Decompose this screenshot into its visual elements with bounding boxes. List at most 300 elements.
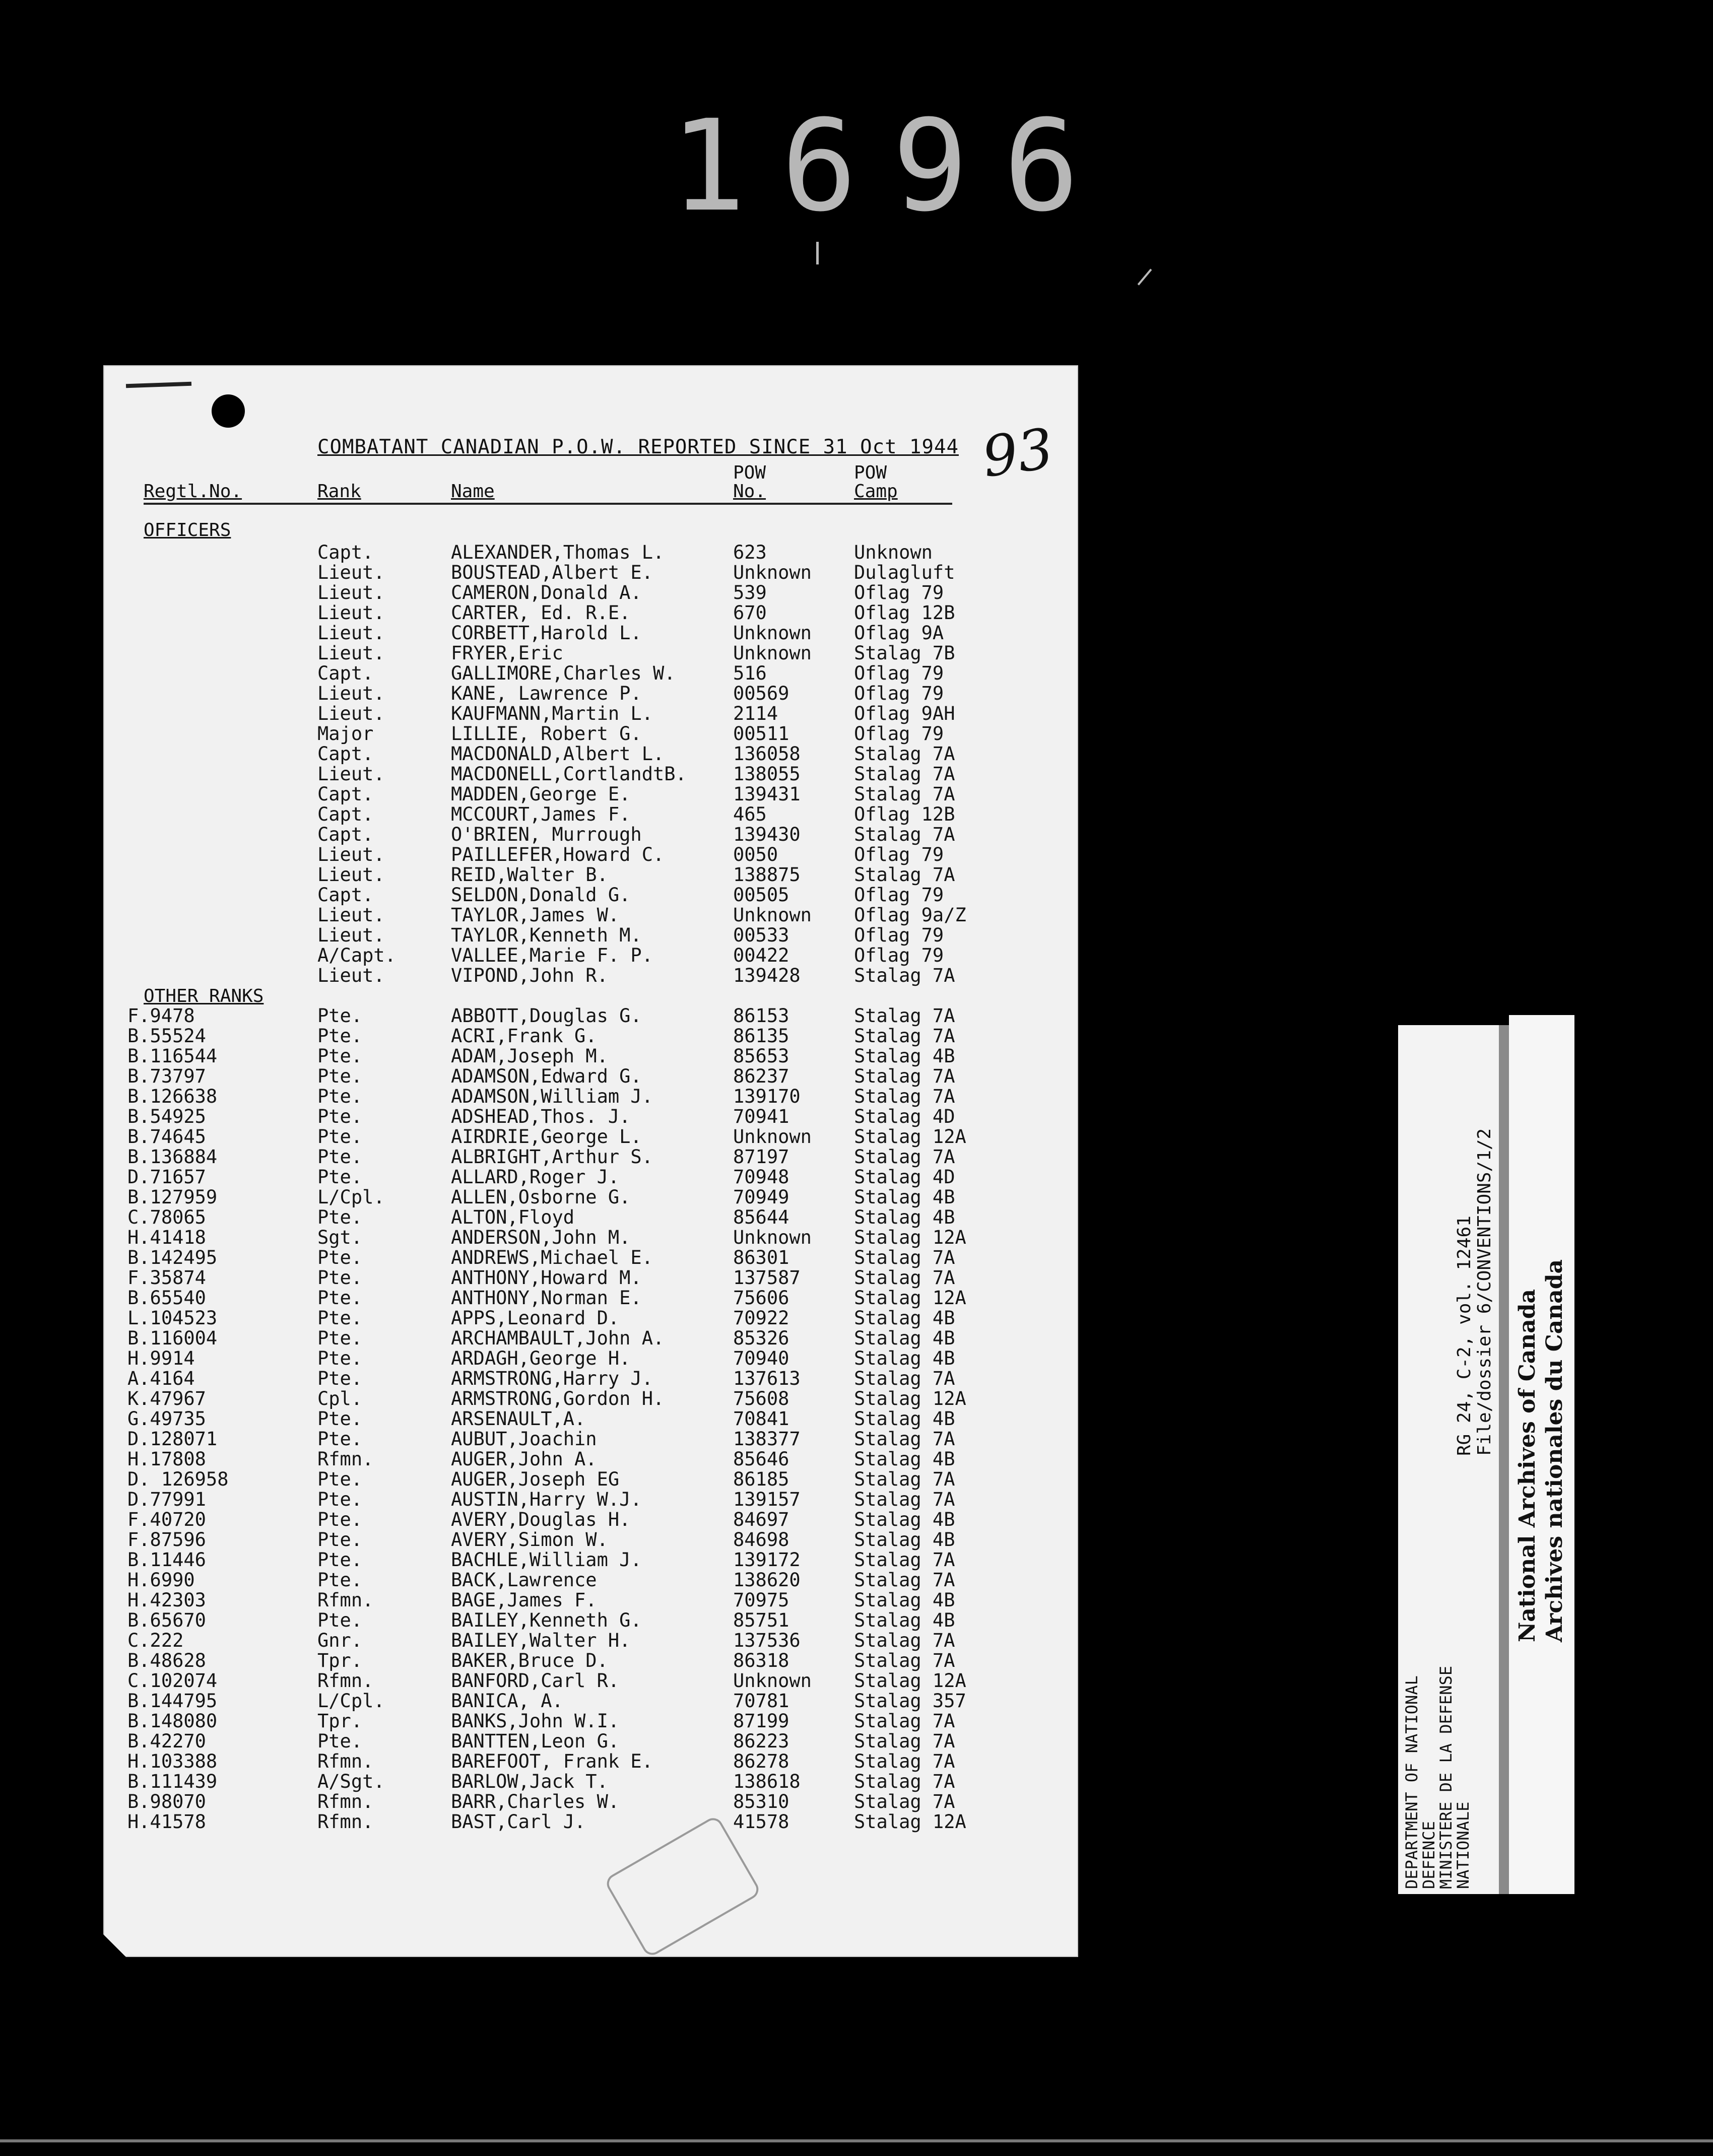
pow-camp: Stalag 7A — [854, 1428, 955, 1450]
pow-number: 137613 — [733, 1368, 801, 1389]
pow-number: 00505 — [733, 884, 789, 906]
pow-camp: Stalag 7A — [854, 1489, 955, 1510]
rank: Pte. — [317, 1509, 363, 1530]
pow-number: 70841 — [733, 1408, 789, 1430]
table-row — [103, 1228, 1078, 1248]
regimental-number: C.102074 — [127, 1670, 218, 1692]
rank: Lieut. — [317, 703, 385, 724]
pow-camp: Oflag 79 — [854, 884, 944, 906]
pow-number: 75608 — [733, 1388, 789, 1409]
pow-camp: Stalag 7A — [854, 1247, 955, 1268]
pow-number: 623 — [733, 542, 767, 563]
regimental-number: B.142495 — [127, 1247, 218, 1268]
rank: Lieut. — [317, 582, 385, 603]
pow-camp: Stalag 7A — [854, 783, 955, 805]
pow-number: 70781 — [733, 1690, 789, 1712]
pow-number: 139430 — [733, 824, 801, 845]
pow-number: 70948 — [733, 1166, 789, 1188]
rank: Lieut. — [317, 562, 385, 583]
table-row — [103, 1772, 1078, 1792]
header-rule — [144, 503, 952, 505]
name: BAILEY,Walter H. — [451, 1630, 631, 1651]
pow-number: 85310 — [733, 1791, 789, 1812]
pow-camp: Stalag 7A — [854, 1065, 955, 1087]
name: BAGE,James F. — [451, 1589, 597, 1611]
rank: Pte. — [317, 1348, 363, 1369]
rank: Tpr. — [317, 1710, 363, 1732]
rank: A/Capt. — [317, 945, 396, 966]
rank: Rfmn. — [317, 1791, 374, 1812]
name: REID,Walter B. — [451, 864, 608, 886]
name: ALBRIGHT,Arthur S. — [451, 1146, 653, 1168]
pow-camp: Stalag 7A — [854, 1468, 955, 1490]
rank: Lieut. — [317, 642, 385, 664]
pow-camp: Stalag 7A — [854, 1630, 955, 1651]
pow-camp: Oflag 9A — [854, 622, 944, 644]
reference-label — [1455, 1128, 1495, 1456]
pow-camp: Stalag 7A — [854, 1750, 955, 1772]
rank: Capt. — [317, 803, 374, 825]
pow-camp: Stalag 4B — [854, 1509, 955, 1530]
name: ADAMSON,William J. — [451, 1086, 653, 1107]
name: GALLIMORE,Charles W. — [451, 662, 676, 684]
pow-number: Unknown — [733, 1670, 812, 1692]
regimental-number: B.11446 — [127, 1549, 206, 1571]
table-row — [103, 1187, 1078, 1207]
name: ADAM,Joseph M. — [451, 1045, 608, 1067]
name: ARCHAMBAULT,John A. — [451, 1327, 665, 1349]
rank: Pte. — [317, 1609, 363, 1631]
regimental-number: B.111439 — [127, 1771, 218, 1792]
pow-number: Unknown — [733, 622, 812, 644]
pow-camp: Stalag 4B — [854, 1045, 955, 1067]
rank: Rfmn. — [317, 1670, 374, 1692]
name: ARDAGH,George H. — [451, 1348, 631, 1369]
rank: Lieut. — [317, 904, 385, 926]
archive-names — [1514, 1259, 1568, 1642]
regimental-number: B.65670 — [127, 1609, 206, 1631]
name: VIPOND,John R. — [451, 965, 608, 986]
pow-camp: Stalag 7A — [854, 1549, 955, 1571]
name: PAILLEFER,Howard C. — [451, 844, 665, 865]
pow-camp: Stalag 12A — [854, 1811, 966, 1833]
rank: Capt. — [317, 884, 374, 906]
name: ADAMSON,Edward G. — [451, 1065, 642, 1087]
pow-number: 86185 — [733, 1468, 789, 1490]
name: KAUFMANN,Martin L. — [451, 703, 653, 724]
table-row — [103, 1610, 1078, 1631]
pow-camp: Stalag 4B — [854, 1408, 955, 1430]
pow-number: 138055 — [733, 763, 801, 785]
regimental-number: H.42303 — [127, 1589, 206, 1611]
regimental-number: L.104523 — [127, 1307, 218, 1329]
pow-number: 00569 — [733, 683, 789, 704]
pow-number: 70940 — [733, 1348, 789, 1369]
name: AIRDRIE,George L. — [451, 1126, 642, 1148]
name: AUGER,Joseph EG — [451, 1468, 620, 1490]
regimental-number: A.4164 — [127, 1368, 195, 1389]
name: ALEXANDER,Thomas L. — [451, 542, 665, 563]
header-pow-no-top: POW — [733, 462, 766, 483]
pow-number: 0050 — [733, 844, 778, 865]
header-pow-camp-top: POW — [854, 462, 887, 483]
pow-number: 70975 — [733, 1589, 789, 1611]
table-row — [103, 845, 1078, 865]
rank: Pte. — [317, 1146, 363, 1168]
table-row — [103, 1349, 1078, 1369]
rank: Major — [317, 723, 374, 745]
pow-camp: Stalag 7A — [854, 1569, 955, 1591]
pow-camp: Stalag 4B — [854, 1529, 955, 1551]
pow-number: 137536 — [733, 1630, 801, 1651]
pow-number: 670 — [733, 602, 767, 624]
pow-camp: Stalag 7A — [854, 1650, 955, 1671]
pow-number: 86278 — [733, 1750, 789, 1772]
rank: Pte. — [317, 1025, 363, 1047]
regimental-number: B.136884 — [127, 1146, 218, 1168]
name: BAST,Carl J. — [451, 1811, 586, 1833]
rank: Pte. — [317, 1529, 363, 1551]
rank: Pte. — [317, 1408, 363, 1430]
name: BANTTEN,Leon G. — [451, 1730, 620, 1752]
rank: Capt. — [317, 783, 374, 805]
rank: Pte. — [317, 1247, 363, 1268]
pow-number: 139428 — [733, 965, 801, 986]
name: ALLARD,Roger J. — [451, 1166, 620, 1188]
pow-number: 85326 — [733, 1327, 789, 1349]
document-page — [103, 365, 1078, 1957]
pow-camp: Stalag 7B — [854, 642, 955, 664]
pow-camp: Oflag 79 — [854, 662, 944, 684]
name: BACHLE,William J. — [451, 1549, 642, 1571]
pow-camp: Stalag 4B — [854, 1348, 955, 1369]
name: KANE, Lawrence P. — [451, 683, 642, 704]
table-row — [103, 1631, 1078, 1651]
rank: Capt. — [317, 662, 374, 684]
regimental-number: D.128071 — [127, 1428, 218, 1450]
rank: Rfmn. — [317, 1589, 374, 1611]
regimental-number: H.9914 — [127, 1348, 195, 1369]
pow-number: 86237 — [733, 1065, 789, 1087]
table-row — [103, 1127, 1078, 1147]
rank: Pte. — [317, 1468, 363, 1490]
table-row — [103, 1731, 1078, 1751]
table-row — [103, 1691, 1078, 1711]
pow-camp: Stalag 12A — [854, 1287, 966, 1309]
pow-number: 87197 — [733, 1146, 789, 1168]
regimental-number: H.103388 — [127, 1750, 218, 1772]
film-scratch-mark — [816, 242, 819, 264]
film-edge — [0, 2139, 1713, 2142]
pow-camp: Oflag 79 — [854, 683, 944, 704]
name: MCCOURT,James F. — [451, 803, 631, 825]
name: ARSENAULT,A. — [451, 1408, 586, 1430]
pow-number: 86223 — [733, 1730, 789, 1752]
table-row — [103, 1671, 1078, 1691]
regimental-number: D. 126958 — [127, 1468, 229, 1490]
pow-number: 86301 — [733, 1247, 789, 1268]
archive-reference-card — [1398, 1025, 1499, 1894]
pow-camp: Stalag 12A — [854, 1227, 966, 1248]
table-row — [103, 946, 1078, 966]
rank: A/Sgt. — [317, 1771, 385, 1792]
table-row — [103, 1751, 1078, 1772]
table-row — [103, 1449, 1078, 1469]
regimental-number: C.78065 — [127, 1206, 206, 1228]
pow-camp: Stalag 4B — [854, 1327, 955, 1349]
regimental-number: B.48628 — [127, 1650, 206, 1671]
name: ALLEN,Osborne G. — [451, 1186, 631, 1208]
name: ANDERSON,John M. — [451, 1227, 631, 1248]
pow-number: 2114 — [733, 703, 778, 724]
table-row — [103, 1369, 1078, 1389]
pow-camp: Stalag 7A — [854, 1368, 955, 1389]
rank: L/Cpl. — [317, 1690, 385, 1712]
table-row — [103, 1570, 1078, 1590]
archive-name-strip — [1509, 1015, 1574, 1894]
name: BARR,Charles W. — [451, 1791, 620, 1812]
name: AVERY,Simon W. — [451, 1529, 608, 1551]
name: ARMSTRONG,Harry J. — [451, 1368, 653, 1389]
pow-number: 85653 — [733, 1045, 789, 1067]
name: BACK,Lawrence — [451, 1569, 597, 1591]
rank: Lieut. — [317, 844, 385, 865]
name: CARTER, Ed. R.E. — [451, 602, 631, 624]
regimental-number: H.41578 — [127, 1811, 206, 1833]
table-row — [103, 724, 1078, 744]
department-line: MINISTERE DE LA DEFENSE — [1436, 1665, 1456, 1889]
header-rank: Rank — [317, 481, 361, 502]
rank: Capt. — [317, 542, 374, 563]
table-row — [103, 1711, 1078, 1731]
table-row — [103, 1389, 1078, 1409]
pow-camp: Stalag 4B — [854, 1589, 955, 1611]
pow-camp: Stalag 7A — [854, 1086, 955, 1107]
table-row — [103, 1268, 1078, 1288]
regimental-number: H.41418 — [127, 1227, 206, 1248]
regimental-number: F.35874 — [127, 1267, 206, 1289]
regimental-number: B.144795 — [127, 1690, 218, 1712]
name: TAYLOR,James W. — [451, 904, 620, 926]
rank: Rfmn. — [317, 1811, 374, 1833]
pow-number: 539 — [733, 582, 767, 603]
table-row — [103, 663, 1078, 684]
regimental-number: G.49735 — [127, 1408, 206, 1430]
rank: Pte. — [317, 1730, 363, 1752]
pow-number: 84697 — [733, 1509, 789, 1530]
rank: Pte. — [317, 1166, 363, 1188]
table-row — [103, 784, 1078, 804]
pow-camp: Oflag 79 — [854, 844, 944, 865]
pow-camp: Oflag 79 — [854, 945, 944, 966]
name: VALLEE,Marie F. P. — [451, 945, 653, 966]
regimental-number: B.65540 — [127, 1287, 206, 1309]
rank: Pte. — [317, 1065, 363, 1087]
rank: Lieut. — [317, 763, 385, 785]
table-row — [103, 1409, 1078, 1429]
pow-camp: Oflag 12B — [854, 602, 955, 624]
name: BANFORD,Carl R. — [451, 1670, 620, 1692]
header-name: Name — [451, 481, 495, 502]
name: SELDON,Donald G. — [451, 884, 631, 906]
name: CORBETT,Harold L. — [451, 622, 642, 644]
pow-camp: Stalag 12A — [854, 1670, 966, 1692]
table-row — [103, 603, 1078, 623]
rank: Lieut. — [317, 924, 385, 946]
pow-camp: Oflag 9AH — [854, 703, 955, 724]
rank: Cpl. — [317, 1388, 363, 1409]
pow-number: 70941 — [733, 1106, 789, 1127]
rank: Lieut. — [317, 965, 385, 986]
pow-number: 70922 — [733, 1307, 789, 1329]
microfilm-frame-number: 1696 — [670, 93, 1115, 239]
table-row — [103, 925, 1078, 946]
department-label — [1403, 1666, 1472, 1889]
table-row — [103, 1167, 1078, 1187]
archive-card-divider — [1499, 1025, 1509, 1894]
table-row — [103, 704, 1078, 724]
pow-camp: Stalag 357 — [854, 1690, 966, 1712]
table-row — [103, 643, 1078, 663]
regimental-number: H.17808 — [127, 1448, 206, 1470]
name: ANTHONY,Howard M. — [451, 1267, 642, 1289]
staple-mark — [126, 382, 191, 388]
section-other-ranks: OTHER RANKS — [144, 986, 264, 1006]
pow-number: 465 — [733, 803, 767, 825]
pow-camp: Stalag 4B — [854, 1448, 955, 1470]
pow-number: 516 — [733, 662, 767, 684]
department-line: DEFENCE — [1419, 1821, 1438, 1889]
rank: Pte. — [317, 1428, 363, 1450]
handwritten-page-mark: 93 — [978, 416, 1058, 490]
pow-camp: Oflag 9a/Z — [854, 904, 966, 926]
header-pow-camp: Camp — [854, 481, 898, 502]
pow-number: 84698 — [733, 1529, 789, 1551]
pow-camp: Oflag 12B — [854, 803, 955, 825]
rank: Pte. — [317, 1206, 363, 1228]
archive-name-en: National Archives of Canada — [1514, 1289, 1540, 1642]
pow-number: 136058 — [733, 743, 801, 765]
pow-number: 87199 — [733, 1710, 789, 1732]
name: ANTHONY,Norman E. — [451, 1287, 642, 1309]
table-row — [103, 1792, 1078, 1812]
table-row — [103, 804, 1078, 825]
regimental-number: F.9478 — [127, 1005, 195, 1027]
name: ADSHEAD,Thos. J. — [451, 1106, 631, 1127]
table-row — [103, 1046, 1078, 1066]
pow-number: 00533 — [733, 924, 789, 946]
pow-number: 85644 — [733, 1206, 789, 1228]
table-row — [103, 1550, 1078, 1570]
name: BAREFOOT, Frank E. — [451, 1750, 653, 1772]
regimental-number: B.73797 — [127, 1065, 206, 1087]
rank: Pte. — [317, 1549, 363, 1571]
rank: Pte. — [317, 1489, 363, 1510]
name: ABBOTT,Douglas G. — [451, 1005, 642, 1027]
name: AUSTIN,Harry W.J. — [451, 1489, 642, 1510]
table-row — [103, 1087, 1078, 1107]
regimental-number: F.40720 — [127, 1509, 206, 1530]
name: ARMSTRONG,Gordon H. — [451, 1388, 665, 1409]
rank: Pte. — [317, 1005, 363, 1027]
name: BAKER,Bruce D. — [451, 1650, 608, 1671]
table-row — [103, 1006, 1078, 1026]
table-row — [103, 885, 1078, 905]
name: ANDREWS,Michael E. — [451, 1247, 653, 1268]
pow-camp: Stalag 4B — [854, 1206, 955, 1228]
name: BANICA, A. — [451, 1690, 563, 1712]
pow-camp: Stalag 7A — [854, 1710, 955, 1732]
table-row — [103, 1147, 1078, 1167]
rank: Sgt. — [317, 1227, 363, 1248]
table-row — [103, 1248, 1078, 1268]
name: MACDONELL,CortlandtB. — [451, 763, 687, 785]
table-row — [103, 825, 1078, 845]
archive-name-fr: Archives nationales du Canada — [1542, 1259, 1567, 1642]
pow-camp: Stalag 4B — [854, 1307, 955, 1329]
pow-camp: Stalag 7A — [854, 1730, 955, 1752]
name: AVERY,Douglas H. — [451, 1509, 631, 1530]
pow-number: Unknown — [733, 642, 812, 664]
pow-number: 75606 — [733, 1287, 789, 1309]
table-row — [103, 1510, 1078, 1530]
table-row — [103, 865, 1078, 885]
name: BARLOW,Jack T. — [451, 1771, 608, 1792]
rank: Pte. — [317, 1569, 363, 1591]
rank: Tpr. — [317, 1650, 363, 1671]
received-stamp — [603, 1814, 762, 1959]
name: BAILEY,Kenneth G. — [451, 1609, 642, 1631]
table-row — [103, 764, 1078, 784]
name: ACRI,Frank G. — [451, 1025, 597, 1047]
pow-number: 86318 — [733, 1650, 789, 1671]
pow-number: 138618 — [733, 1771, 801, 1792]
regimental-number: F.87596 — [127, 1529, 206, 1551]
pow-number: Unknown — [733, 1126, 812, 1148]
name: FRYER,Eric — [451, 642, 563, 664]
pow-camp: Stalag 7A — [854, 1791, 955, 1812]
name: MADDEN,George E. — [451, 783, 631, 805]
table-row — [103, 1490, 1078, 1510]
table-row — [103, 1812, 1078, 1832]
name: O'BRIEN, Murrough — [451, 824, 642, 845]
pow-number: 139157 — [733, 1489, 801, 1510]
pow-camp: Stalag 7A — [854, 824, 955, 845]
table-row — [103, 744, 1078, 764]
table-row — [103, 1288, 1078, 1308]
rank: Rfmn. — [317, 1448, 374, 1470]
rank: Capt. — [317, 743, 374, 765]
rank: L/Cpl. — [317, 1186, 385, 1208]
regimental-number: B.54925 — [127, 1106, 206, 1127]
department-line: DEPARTMENT OF NATIONAL — [1402, 1675, 1421, 1889]
pow-number: 85646 — [733, 1448, 789, 1470]
table-row — [103, 1066, 1078, 1087]
table-row — [103, 1530, 1078, 1550]
name: BOUSTEAD,Albert E. — [451, 562, 653, 583]
pow-camp: Stalag 7A — [854, 1025, 955, 1047]
table-row — [103, 905, 1078, 925]
table-row — [103, 684, 1078, 704]
rank: Pte. — [317, 1267, 363, 1289]
pow-camp: Stalag 12A — [854, 1388, 966, 1409]
pow-camp: Stalag 7A — [854, 743, 955, 765]
name: LILLIE, Robert G. — [451, 723, 642, 745]
table-row — [103, 1207, 1078, 1228]
table-row — [103, 623, 1078, 643]
regimental-number: B.98070 — [127, 1791, 206, 1812]
header-pow-no: No. — [733, 481, 766, 502]
